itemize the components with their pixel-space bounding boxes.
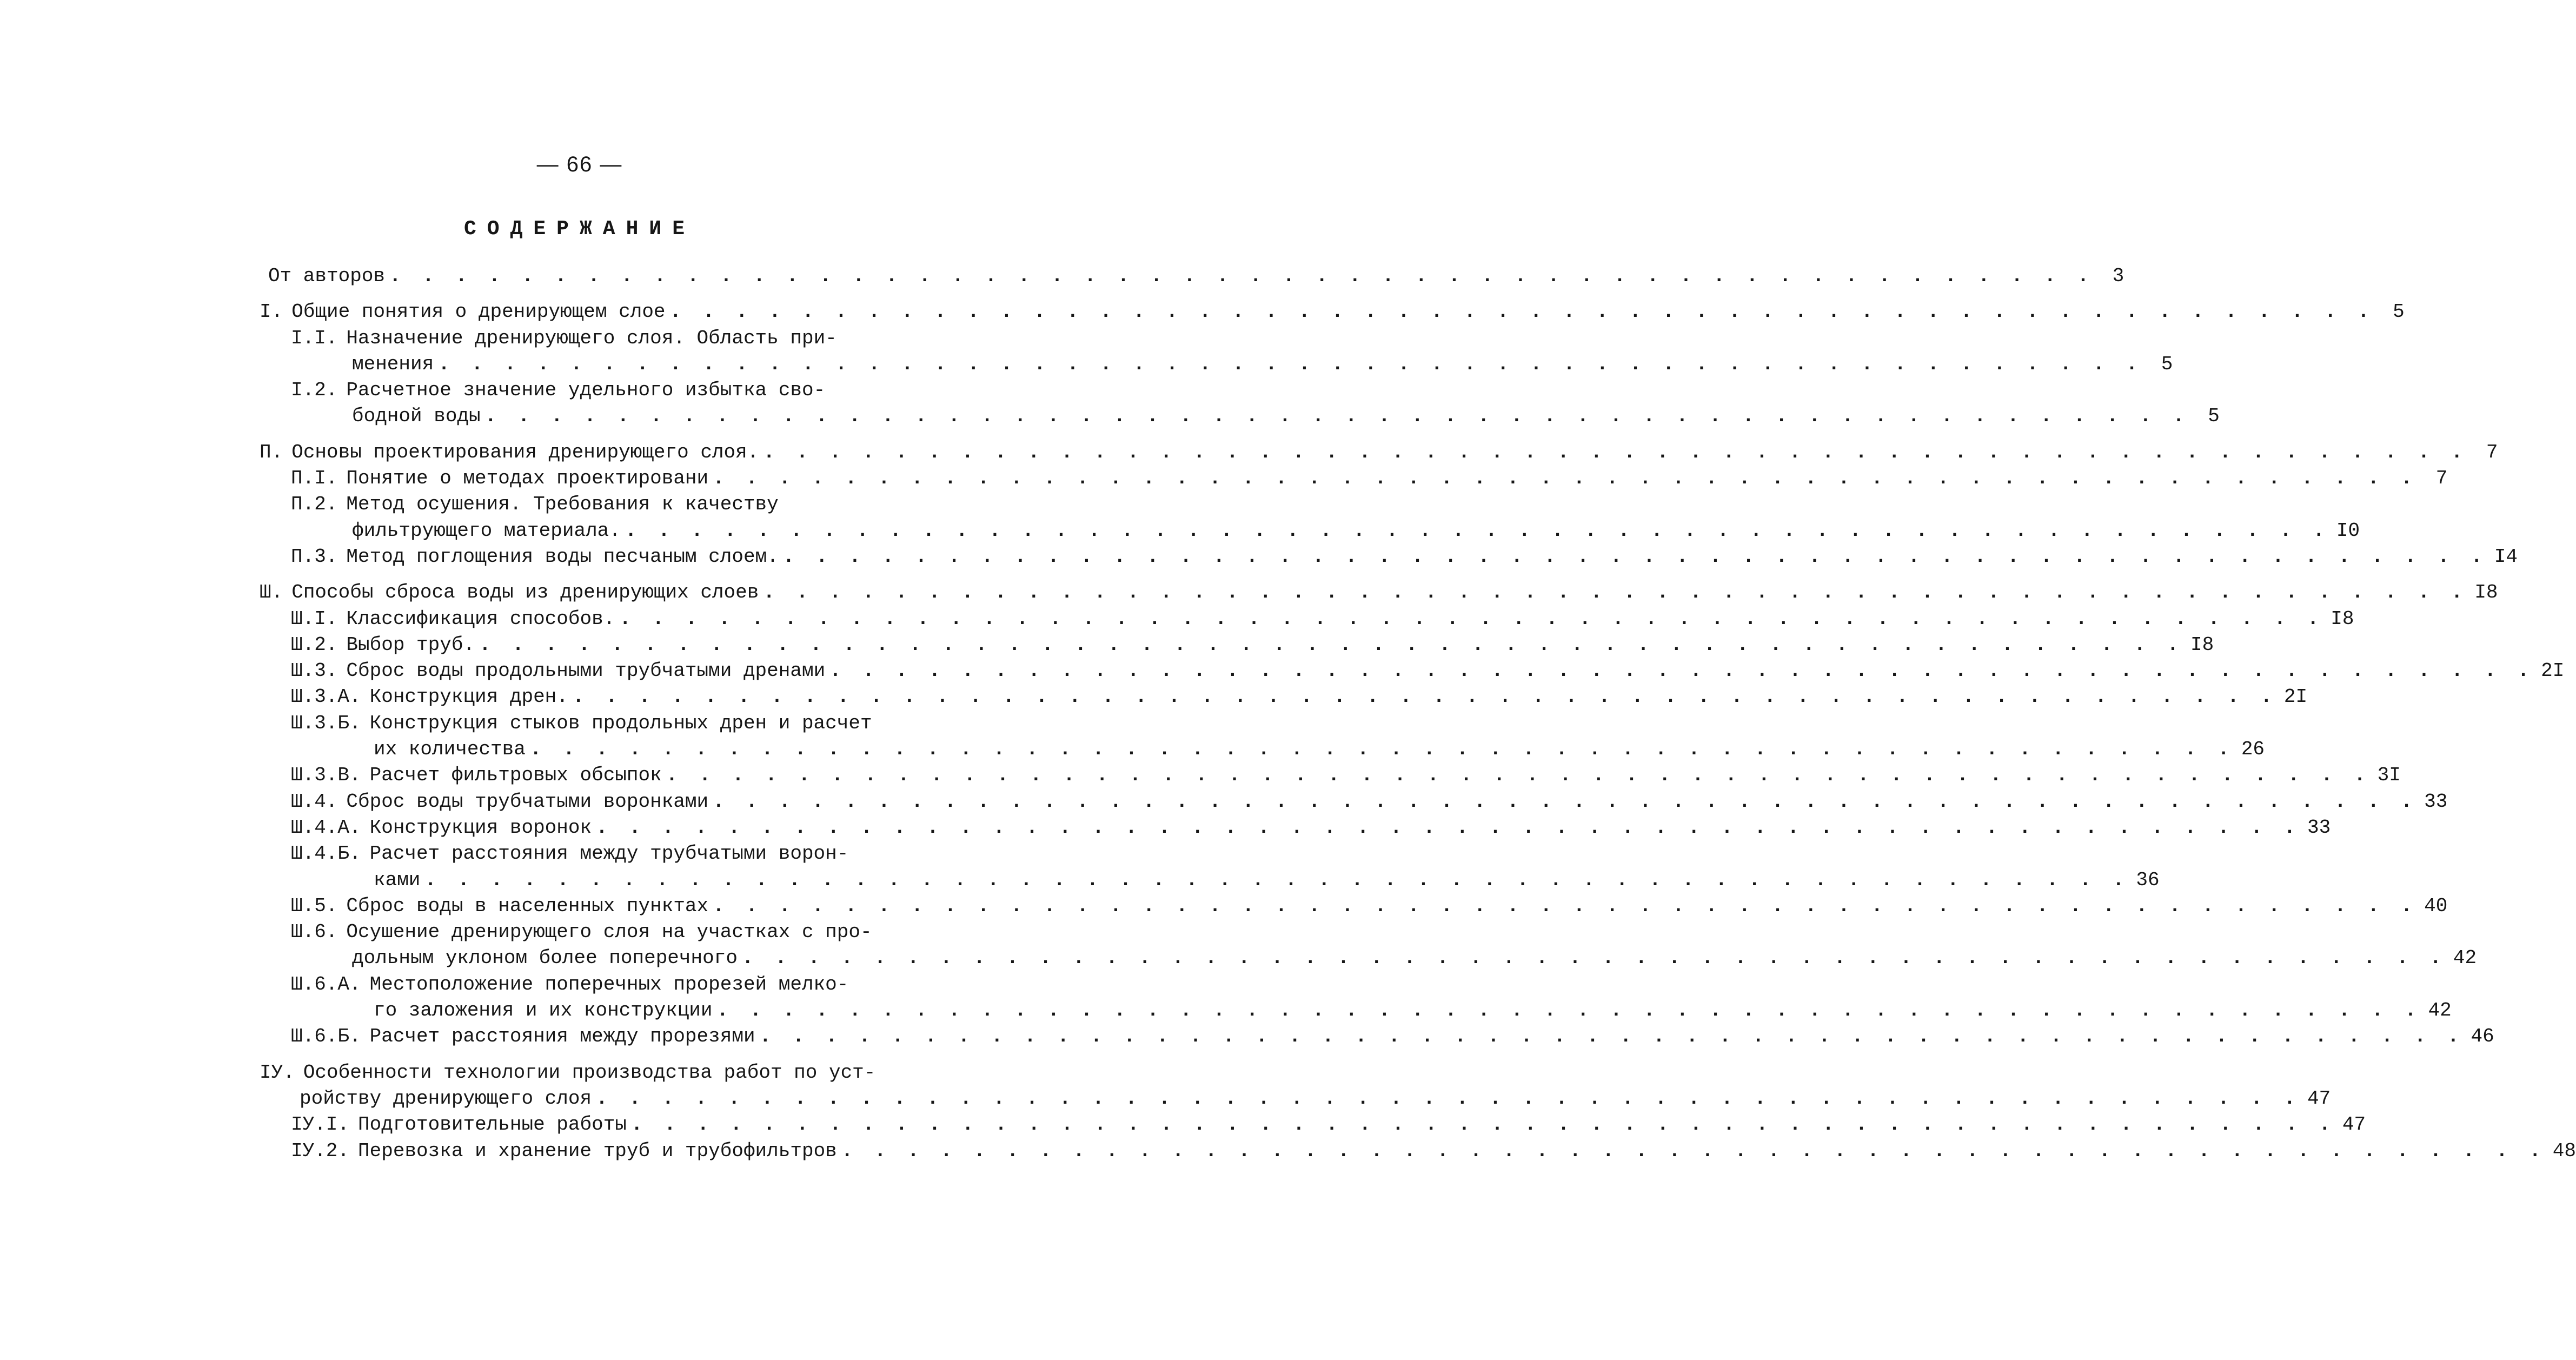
toc-entry-page: 40	[2424, 894, 2448, 917]
toc-entry	[260, 816, 2331, 842]
toc-entry-page: 42	[2453, 947, 2477, 970]
toc-entry-title: ками	[374, 868, 421, 891]
toc-entry-page: 36	[2136, 868, 2160, 891]
toc-entry	[260, 1139, 2576, 1166]
toc-entry-number: П.	[260, 441, 283, 463]
dot-leader	[385, 265, 2094, 287]
dot-leader	[662, 764, 2371, 786]
toc-entry	[260, 738, 2265, 764]
dot-leader	[475, 634, 2183, 656]
page-number: — 66 —	[536, 152, 623, 176]
toc-entry-number: I.	[260, 301, 283, 323]
toc-entry	[260, 353, 2173, 379]
toc-entry-number: IУ.2.	[291, 1139, 350, 1162]
toc-entry	[260, 545, 2518, 572]
dot-leader	[755, 1025, 2464, 1047]
toc-entry-page: 33	[2424, 790, 2448, 813]
toc-entry-title: Перевозка и хранение труб и трубофильтров	[358, 1139, 837, 1162]
toc-entry-page: 5	[2161, 353, 2173, 375]
table-of-contents	[260, 265, 2576, 1166]
dot-leader	[592, 1087, 2300, 1110]
toc-entry-number: Ш.I.	[291, 607, 338, 630]
toc-entry-page: 26	[2241, 738, 2265, 761]
toc-entry-page: 33	[2307, 816, 2331, 839]
toc-entry-page: 46	[2471, 1025, 2494, 1048]
toc-entry-title: Конструкция воронок	[369, 816, 592, 839]
dot-leader	[713, 999, 2421, 1021]
toc-entry-title: дольным уклоном более поперечного	[352, 947, 738, 970]
toc-entry-title: Расчет фильтровых обсыпок	[369, 764, 662, 787]
toc-entry-number: Ш.4.А.	[291, 816, 361, 839]
toc-entry-page: 2I	[2541, 660, 2565, 682]
dot-leader	[592, 817, 2300, 839]
toc-entry	[260, 868, 2160, 895]
toc-entry	[260, 327, 873, 353]
toc-entry-page: 47	[2307, 1087, 2331, 1110]
toc-entry	[260, 405, 2220, 431]
toc-entry-page: I8	[2474, 581, 2498, 604]
toc-entry-number: IУ.I.	[291, 1113, 350, 1136]
toc-entry-title: Метод осушения. Требования к качеству	[346, 493, 779, 516]
dot-leader	[779, 546, 2487, 568]
dot-leader	[759, 581, 2467, 603]
toc-entry-number: I.I.	[291, 327, 338, 349]
toc-entry-title: Местоположение поперечных прорезей мелко-	[369, 973, 849, 996]
toc-entry-title: Метод поглощения воды песчаным слоем.	[346, 545, 779, 568]
toc-entry-title: бодной воды	[352, 405, 481, 428]
toc-entry-number: IУ.	[260, 1061, 295, 1084]
toc-entry-title: Расчетное значение удельного избытка сво-	[346, 379, 826, 402]
toc-entry	[260, 947, 2477, 973]
toc-entry	[260, 1025, 2494, 1051]
toc-entry	[260, 973, 873, 999]
dot-leader	[621, 520, 2329, 542]
toc-entry-number: Ш.4.Б.	[291, 842, 361, 865]
toc-entry-page: 3I	[2377, 764, 2401, 787]
toc-entry	[260, 301, 2405, 327]
toc-entry	[260, 790, 2448, 817]
toc-entry	[260, 894, 2448, 921]
toc-entry-title: Выбор труб.	[346, 633, 475, 656]
dot-leader	[759, 441, 2467, 463]
toc-entry-page: 7	[2486, 441, 2498, 463]
toc-entry-title: Назначение дренирующего слоя. Область при-	[346, 327, 837, 349]
toc-entry-number: Ш.3.Б.	[291, 712, 361, 734]
toc-entry	[260, 921, 873, 947]
toc-entry-title: Основы проектирования дренирующего слоя.	[291, 441, 759, 463]
toc-entry-title: их количества	[374, 738, 526, 761]
toc-entry	[260, 581, 2498, 607]
toc-entry-page: 47	[2342, 1113, 2366, 1136]
toc-entry-title: Осушение дренирующего слоя на участках с про-	[346, 921, 872, 944]
toc-entry-number: Ш.6.	[291, 921, 338, 944]
dot-leader	[568, 686, 2277, 708]
dot-leader	[738, 947, 2446, 969]
dot-leader	[708, 467, 2417, 489]
toc-entry-page: I4	[2494, 545, 2518, 568]
toc-entry	[260, 265, 2124, 291]
toc-entry	[260, 1061, 876, 1087]
toc-entry-page: I0	[2336, 519, 2360, 542]
toc-entry-title: Расчет расстояния между трубчатыми ворон-	[369, 842, 849, 865]
toc-entry-page: 5	[2208, 405, 2220, 428]
toc-entry-number: Ш.3.А.	[291, 686, 361, 708]
toc-entry-title: Особенности технологии производства работ по уст-	[303, 1061, 876, 1084]
dot-leader	[708, 791, 2417, 813]
dot-leader	[526, 738, 2234, 760]
toc-entry-number: Ш.6.А.	[291, 973, 361, 996]
toc-entry-title: От авторов	[268, 265, 386, 287]
toc-entry-title: го заложения и их конструкции	[374, 999, 713, 1022]
toc-entry-page: 42	[2428, 999, 2452, 1022]
dot-leader	[420, 869, 2129, 891]
toc-entry	[260, 1113, 2366, 1139]
toc-entry-title: Подготовительные работы	[358, 1113, 627, 1136]
toc-entry	[260, 842, 873, 868]
toc-entry	[260, 607, 2354, 634]
toc-entry-title: Сброс воды продольными трубчатыми дренами	[346, 660, 826, 682]
toc-entry-number: Ш.3.	[291, 660, 338, 682]
toc-entry-page: 48	[2552, 1139, 2576, 1162]
toc-entry-title: Сброс воды трубчатыми воронками	[346, 790, 709, 813]
toc-entry	[260, 686, 2308, 712]
toc-entry	[260, 712, 873, 738]
toc-entry-number: П.I.	[291, 467, 338, 490]
toc-entry-page: 5	[2393, 301, 2405, 323]
toc-entry-title: Способы сброса воды из дренирующих слоев	[291, 581, 759, 604]
dot-leader	[666, 301, 2374, 323]
toc-entry-title: менения	[352, 353, 434, 375]
page-title: СОДЕРЖАНИЕ	[463, 217, 696, 241]
toc-entry-title: Конструкция стыков продольных дрен и расчет	[369, 712, 872, 734]
toc-entry-number: Ш.	[260, 581, 283, 604]
toc-entry-page: 7	[2435, 467, 2448, 490]
dot-leader	[825, 660, 2534, 682]
toc-entry-title: Конструкция дрен.	[369, 686, 568, 708]
toc-entry-number: Ш.2.	[291, 633, 338, 656]
toc-entry-page: I8	[2331, 607, 2354, 630]
toc-entry	[260, 633, 2214, 660]
toc-entry-title: Классификация способов.	[346, 607, 615, 630]
toc-entry	[260, 467, 2448, 493]
dot-leader	[837, 1140, 2546, 1162]
toc-entry-title: Общие понятия о дренирующем слое	[291, 301, 666, 323]
toc-entry-page: I8	[2190, 633, 2214, 656]
toc-entry-number: Ш.3.В.	[291, 764, 361, 787]
toc-entry-number: Ш.6.Б.	[291, 1025, 361, 1048]
dot-leader	[434, 353, 2142, 375]
toc-entry-number: I.2.	[291, 379, 338, 402]
toc-entry-title: Расчет расстояния между прорезями	[369, 1025, 755, 1048]
toc-entry-page: 2I	[2283, 686, 2308, 708]
dot-leader	[481, 405, 2189, 427]
dot-leader	[615, 608, 2323, 630]
dot-leader	[627, 1113, 2335, 1136]
dot-leader	[708, 895, 2417, 917]
toc-entry	[260, 999, 2452, 1025]
toc-entry	[260, 379, 873, 405]
toc-entry	[260, 493, 873, 519]
toc-entry-number: П.3.	[291, 545, 338, 568]
toc-entry-title: ройству дренирующего слоя	[300, 1087, 592, 1110]
toc-entry-title: Сброс воды в населенных пунктах	[346, 894, 709, 917]
toc-entry-title: фильтрующего материала.	[352, 519, 621, 542]
toc-entry	[260, 660, 2565, 686]
toc-entry-title: Понятие о методах проектировани	[346, 467, 709, 490]
toc-entry-page: 3	[2112, 265, 2124, 287]
toc-entry-number: П.2.	[291, 493, 338, 516]
toc-entry-number: Ш.4.	[291, 790, 338, 813]
toc-entry	[260, 1087, 2331, 1113]
toc-entry-number: Ш.5.	[291, 894, 338, 917]
toc-entry	[260, 764, 2401, 790]
toc-entry	[260, 519, 2360, 546]
toc-entry	[260, 441, 2498, 467]
